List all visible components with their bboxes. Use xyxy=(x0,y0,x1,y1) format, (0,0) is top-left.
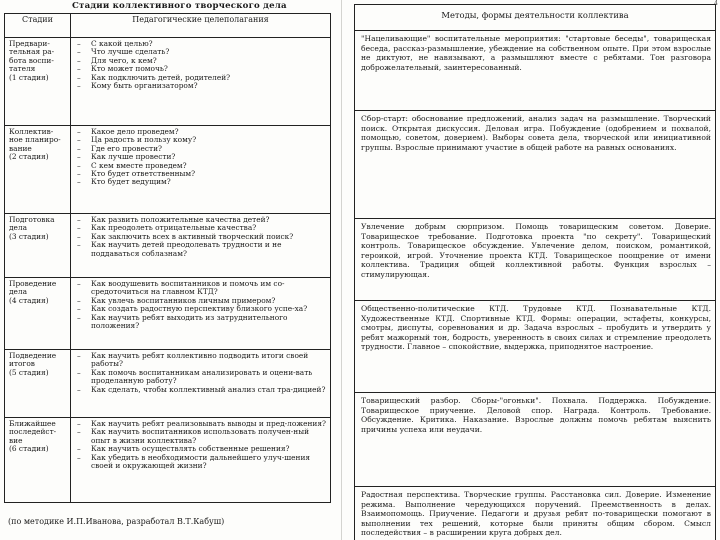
question-dash: – xyxy=(77,427,81,437)
method-cell: Сбор-старт: обоснование предложений, анализ задач на размышление. Творческий поиск. Открытая дискуссия. Деловая игра. Побуждение (одобрением и похвалой, помощью, советом, доверием). Выборы совета дела, творческой или инициативной группы. Взрослые принимают участие в общей работе на равных основаниях. xyxy=(355,111,715,219)
question-dash: – xyxy=(77,152,81,162)
method-cell: Товарищеский разбор. Сборы-"огоньки". Похвала. Поддержка. Побуждение. Товарищеское приучение. Деловой спор. Награда. Контроль. Требование. Обсуждение. Критика. Наказание. Взрослые должны помочь ребятам выяснить причины успеха или неудачи. xyxy=(355,393,715,487)
question-dash: – xyxy=(77,127,81,136)
question-text: Как создать радостную перспективу близкого успе-ха? xyxy=(91,304,308,314)
stage-questions xyxy=(71,350,330,417)
question-text: Как лучше провести? xyxy=(91,152,176,162)
question-dash: – xyxy=(77,135,81,145)
question-dash: – xyxy=(77,81,81,91)
question-text: С какой целью? xyxy=(91,39,153,48)
question-text: Кто может помочь? xyxy=(91,64,168,74)
stage-row xyxy=(5,126,330,214)
question-item xyxy=(77,428,326,445)
stages-table-header xyxy=(5,14,330,38)
question-text: Как заключить всех в активный творческий поиск? xyxy=(91,231,294,241)
question-item xyxy=(77,454,326,471)
question-dash: – xyxy=(77,444,81,454)
stage-questions xyxy=(71,278,330,349)
question-dash: – xyxy=(77,47,81,57)
stage-label: Подготовка дела (3 стадия) xyxy=(5,214,71,277)
question-dash: – xyxy=(77,304,81,314)
stage-row xyxy=(5,278,330,350)
question-item xyxy=(77,369,326,386)
stage-row xyxy=(5,350,330,418)
question-dash: – xyxy=(77,312,81,322)
question-item xyxy=(77,352,326,369)
question-dash: – xyxy=(77,279,81,288)
question-dash: – xyxy=(77,367,81,377)
stage-label: Подведение итогов (5 стадия) xyxy=(5,350,71,417)
question-dash: – xyxy=(77,55,81,65)
method-cell: Общественно-политические КТД. Трудовые КТД. Познавательные КТД. Художественные КТД. Спортивные КТД. Формы: операции, эстафеты, конкурсы, смотры, диспуты, соревнования и др. Задача взрослых – пробудить и утвердить у ребят мажорный тон, бодрость, уверенность в своих силах и стремление преодолеть трудности. Главное – спокойствие, выдержка, приподнятое настроение. xyxy=(355,301,715,393)
stage-questions xyxy=(71,214,330,277)
header-stage: Стадии xyxy=(5,14,71,37)
stage-questions xyxy=(71,418,330,502)
method-cell: Увлечение добрым сюрпризом. Помощь товарищеским советом. Доверие. Товарищеское требование. Подготовка проекта "по секрету". Товарищеский контроль. Товарищеское обсуждение. Увлечение делом, поиском, романтикой, героикой, игрой. Уточнение проекта КТД. Товарищеское поощрение от имени коллектива. Традиция общей коллективной работы. Функция взрослых – стимулирующая. xyxy=(355,219,715,301)
question-dash: – xyxy=(77,384,81,394)
question-dash: – xyxy=(77,231,81,241)
question-text: Какое дело проведем? xyxy=(91,127,179,136)
page-gutter xyxy=(341,0,342,540)
question-text: Как помочь воспитанникам анализировать и оцени-вать проделанную работу? xyxy=(91,367,313,386)
question-text: Как научить воспитанников использовать получен-ный опыт в жизни коллектива? xyxy=(91,427,310,445)
question-dash: – xyxy=(77,215,81,224)
stage-label: Ближайшее последейст- вие (6 стадия) xyxy=(5,418,71,502)
methods-table xyxy=(354,4,716,540)
question-dash: – xyxy=(77,72,81,82)
header-goals: Педагогические целеполагания xyxy=(132,15,269,24)
question-text: Где его провести? xyxy=(91,143,162,153)
stages-table-body xyxy=(5,38,330,502)
question-text: Как воодушевить воспитанников и помочь им со-средоточиться на главном КТД? xyxy=(91,279,285,297)
question-item xyxy=(77,241,326,258)
stages-table xyxy=(4,13,331,503)
stage-questions xyxy=(71,38,330,125)
question-text: Как научить осуществлять собственные решения? xyxy=(91,444,290,454)
stage-label: Предвари- тельная ра- бота воспи- тателя (1 стадия) xyxy=(5,38,71,125)
question-text: Как научить детей преодолевать трудности и не поддаваться соблазнам? xyxy=(91,240,282,258)
method-cell: "Нацеливающие" воспитательные мероприятия: "стартовые беседы", товарищеская беседа, рассказ-размышление, убеждение на собственном опыте. При этом взрослые не диктуют, не навязывают, а размышляют вместе с ребятами. Тон разговора доброжелательный, заинтересованный. xyxy=(355,31,715,111)
question-text: Для чего, к кем? xyxy=(91,55,157,65)
stage-row xyxy=(5,38,330,126)
question-text: Как преодолеть отрицательные качества? xyxy=(91,223,257,233)
question-text: Как научить ребят коллективно подводить итоги своей работы? xyxy=(91,351,309,369)
question-text: Кто будет ответственным? xyxy=(91,169,196,179)
question-dash: – xyxy=(77,177,81,187)
question-dash: – xyxy=(77,295,81,305)
stage-row xyxy=(5,214,330,278)
left-footnote: (по методике И.П.Иванова, разработал В.Т.Кабуш) xyxy=(8,517,225,526)
question-dash: – xyxy=(77,223,81,233)
question-item xyxy=(77,314,326,331)
question-text: Кто будет ведущим? xyxy=(91,177,171,187)
question-item xyxy=(77,178,326,186)
question-dash: – xyxy=(77,240,81,250)
question-text: Что лучше сделать? xyxy=(91,47,170,57)
question-dash: – xyxy=(77,39,81,48)
question-dash: – xyxy=(77,419,81,428)
page-mark: 4 xyxy=(714,0,718,7)
question-text: Как убедить в необходимости дальнейшего улуч-шения своей и окружающей жизни? xyxy=(91,452,311,471)
stage-row xyxy=(5,418,330,502)
question-item xyxy=(77,386,326,394)
question-text: Как научить ребят выходить из затруднительного положения? xyxy=(91,312,288,331)
question-text: Как развить положительные качества детей? xyxy=(91,215,270,224)
stage-questions xyxy=(71,126,330,213)
stage-label: Коллектив- ное планиро- вание (2 стадия) xyxy=(5,126,71,213)
methods-table-body xyxy=(355,31,715,540)
methods-table-header: Методы, формы деятельности коллектива xyxy=(355,5,715,31)
question-dash: – xyxy=(77,169,81,179)
question-text: Как подключить детей, родителей? xyxy=(91,72,231,82)
question-dash: – xyxy=(77,160,81,170)
method-cell: Радостная перспектива. Творческие группы. Расстановка сил. Доверие. Изменение режима. Выполнение чередующихся поручений. Преемственность в делах. Взаимопомощь. Приучение. Педагоги и друзья ребят по-товарищески помогают в выполнении тех решений, которые были приняты общим сбором. Смысл последействия – в расширении круга добрых дел. xyxy=(361,490,711,538)
question-text: Кому быть организатором? xyxy=(91,81,198,91)
question-text: Ца радость и пользу кому? xyxy=(91,135,197,145)
question-dash: – xyxy=(77,351,81,360)
question-dash: – xyxy=(77,64,81,74)
question-text: Как увлечь воспитанников личным примером? xyxy=(91,295,276,305)
question-text: Как сделать, чтобы коллективный анализ стал тра-дицией? xyxy=(91,384,326,394)
question-dash: – xyxy=(77,452,81,462)
left-table-title: Стадии коллективного творческого дела xyxy=(72,1,287,11)
question-item xyxy=(77,280,326,297)
question-text: Как научить ребят реализовывать выводы и пред-ложения? xyxy=(91,419,326,428)
stage-label: Проведение дела (4 стадия) xyxy=(5,278,71,349)
question-dash: – xyxy=(77,143,81,153)
question-text: С кем вместе проведем? xyxy=(91,160,187,170)
question-item xyxy=(77,82,326,90)
